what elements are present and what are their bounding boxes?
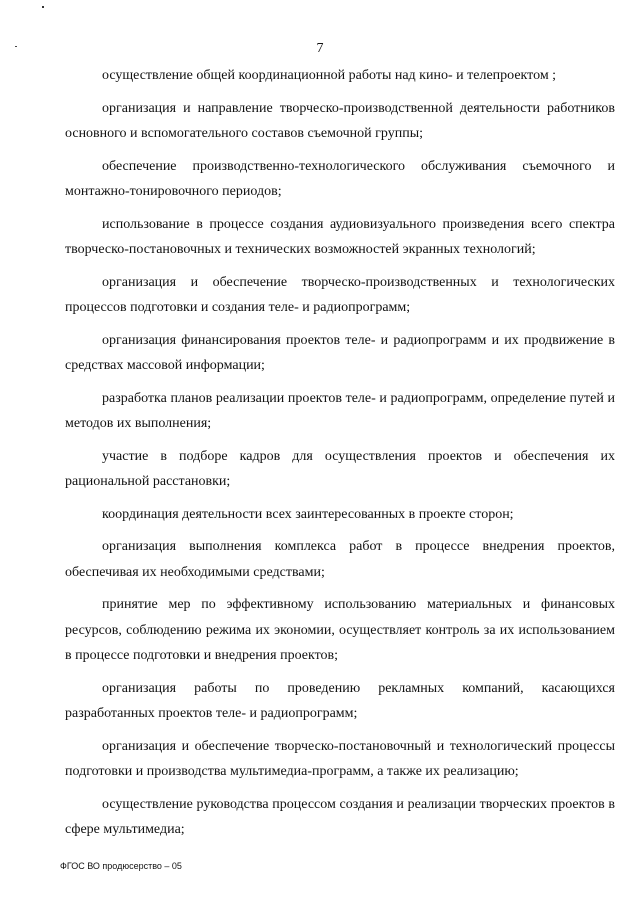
body-text bbox=[65, 63, 615, 850]
page-number: 7 bbox=[316, 41, 324, 56]
paragraph: организация выполнения комплекса работ в процессе внедрения проектов, обеспечивая их необходимыми средствами; bbox=[65, 539, 615, 580]
paragraph: организация работы по проведению рекламных компаний, касающихся разработанных проектов теле- и радиопрограмм; bbox=[65, 680, 615, 721]
paragraph: организация финансирования проектов теле- и радиопрограмм и их продвижение в средствах массовой информации; bbox=[65, 332, 615, 373]
paragraph: организация и направление творческо-производственной деятельности работников основного и вспомогательного составов съемочной группы; bbox=[65, 100, 615, 141]
paragraph: разработка планов реализации проектов теле- и радиопрограмм, определение путей и методов их выполнения; bbox=[65, 390, 615, 431]
paragraph: организация и обеспечение творческо-постановочный и технологический процессы подготовки и производства мультимедиа-программ, а также их реализацию; bbox=[65, 738, 615, 779]
paragraph: принятие мер по эффективному использованию материальных и финансовых ресурсов, соблюдению режима их экономии, осуществляет контроль за их использованием в процессе подготовки и внедрения проектов; bbox=[65, 597, 615, 663]
paragraph: координация деятельности всех заинтересованных в проекте сторон; bbox=[102, 506, 514, 522]
paragraph: обеспечение производственно-технологического обслуживания съемочного и монтажно-тонировочного периодов; bbox=[65, 158, 615, 199]
paragraph: участие в подборе кадров для осуществления проектов и обеспечения их рациональной расстановки; bbox=[65, 448, 615, 489]
paragraph: организация и обеспечение творческо-производственных и технологических процессов подготовки и создания теле- и радиопрограмм; bbox=[65, 274, 615, 315]
paragraph: осуществление руководства процессом создания и реализации творческих проектов в сфере мультимедиа; bbox=[65, 796, 615, 837]
paragraph: осуществление общей координационной работы над кино- и телепроектом ; bbox=[102, 68, 557, 83]
paragraph: использование в процессе создания аудиовизуального произведения всего спектра творческо-постановочных и технических возможностей экранных технологий; bbox=[65, 216, 615, 257]
scan-speck bbox=[42, 6, 44, 8]
footer-label: ФГОС ВО продюсерство – 05 bbox=[60, 861, 182, 871]
